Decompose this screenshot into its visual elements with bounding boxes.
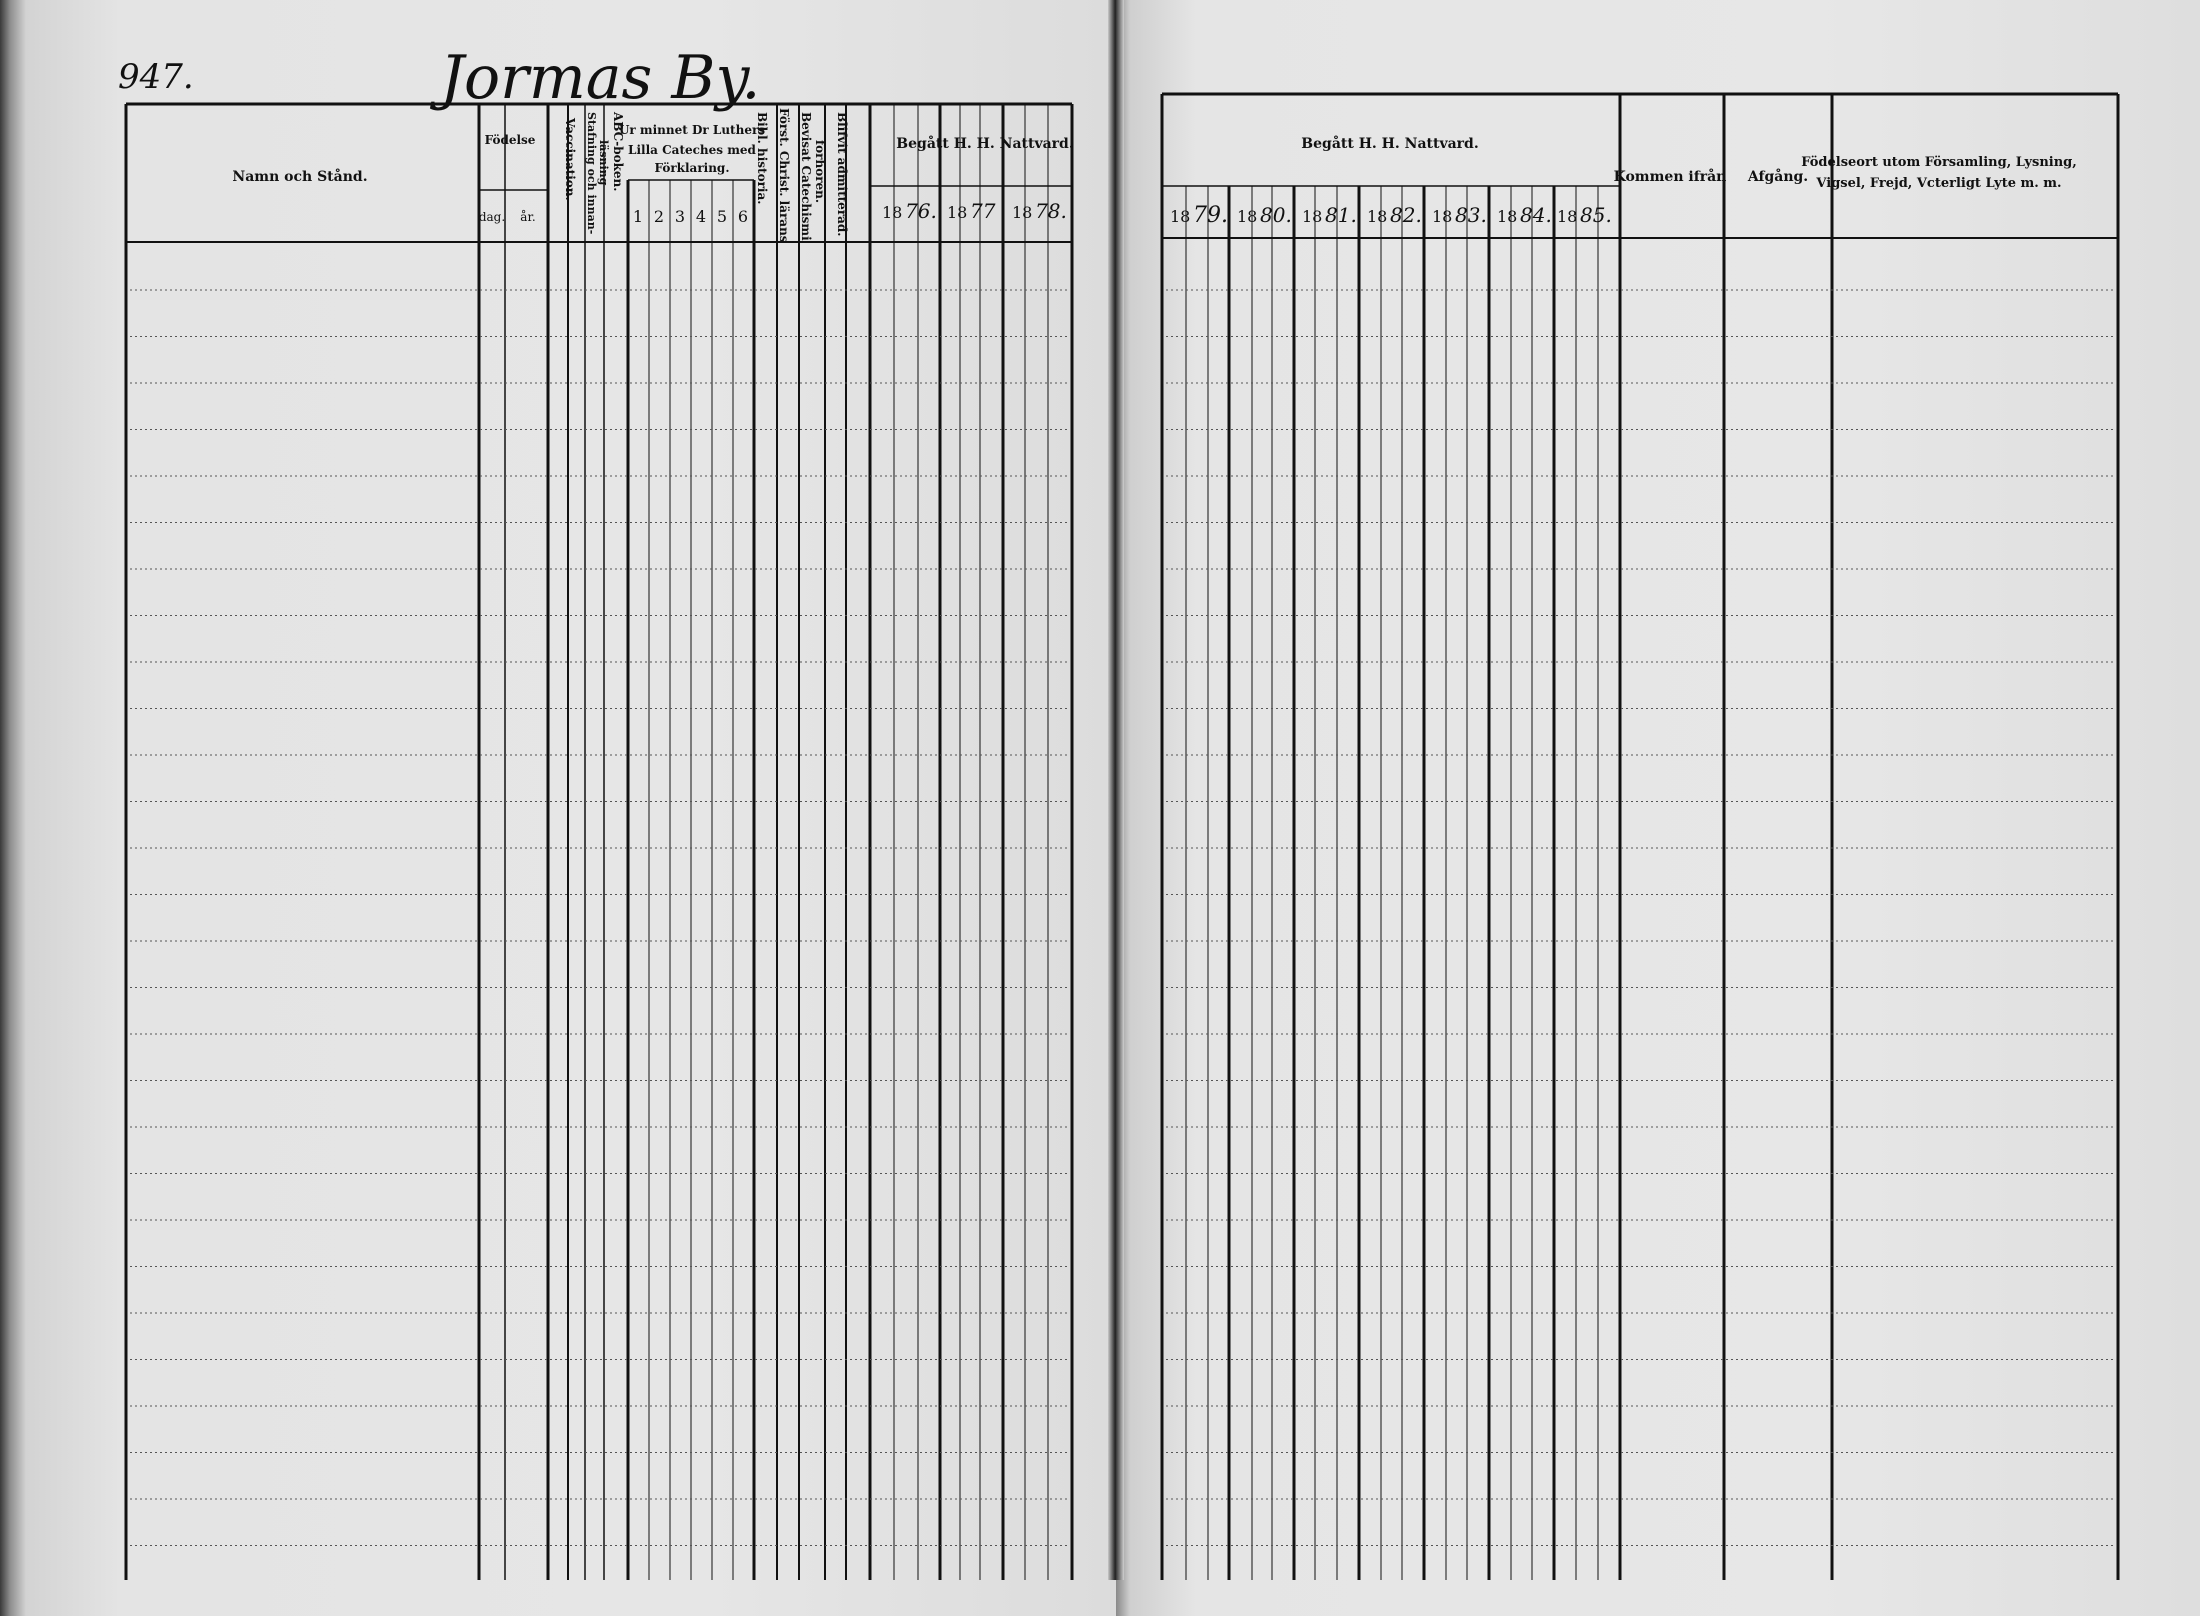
year-1885 bbox=[1557, 203, 1612, 227]
header-catechism-3: Förklaring. bbox=[654, 161, 730, 175]
year-1879 bbox=[1170, 203, 1228, 228]
year-1884 bbox=[1497, 203, 1552, 227]
header-proven-catechism-2: förhören. bbox=[813, 140, 827, 204]
header-reading-2: läsning bbox=[597, 140, 610, 186]
catechism-part-6: 6 bbox=[737, 207, 749, 226]
header-birth-day: dag. bbox=[478, 210, 506, 224]
place-name: Jormas By. bbox=[440, 43, 761, 113]
header-birth-year: år. bbox=[520, 210, 536, 224]
year-1880 bbox=[1237, 203, 1292, 227]
header-came-from: Kommen ifrån bbox=[1613, 169, 1727, 185]
svg-text:84.: 84. bbox=[1520, 203, 1552, 227]
header-departure: Afgång. bbox=[1747, 169, 1809, 185]
svg-text:80.: 80. bbox=[1260, 203, 1292, 227]
header-communion-left: Begått H. H. Nattvard. bbox=[896, 136, 1074, 152]
svg-text:18: 18 bbox=[1012, 203, 1033, 222]
svg-text:18: 18 bbox=[1557, 207, 1578, 226]
year-1881 bbox=[1302, 203, 1357, 227]
header-birth: Födelse bbox=[484, 133, 536, 147]
header-catechism-1: Ur minnet Dr Luthers bbox=[618, 123, 766, 137]
year-1878 bbox=[1012, 199, 1067, 223]
catechism-part-5: 5 bbox=[716, 207, 728, 226]
svg-text:18: 18 bbox=[1367, 207, 1388, 226]
header-abc-book: ABC-boken. bbox=[611, 112, 625, 192]
svg-text:82.: 82. bbox=[1390, 203, 1422, 227]
header-remarks-1: Födelseort utom Församling, Lysning, bbox=[1801, 155, 2077, 170]
svg-text:18: 18 bbox=[1432, 207, 1453, 226]
svg-text:81.: 81. bbox=[1325, 203, 1357, 227]
year-1882 bbox=[1367, 203, 1422, 227]
page-number: 947. bbox=[118, 57, 194, 97]
header-proven-catechism: Bevisat Catechismi bbox=[799, 112, 813, 241]
header-name-and-status: Namn och Stånd. bbox=[232, 169, 368, 185]
year-1877 bbox=[947, 199, 996, 223]
header-admitted: Blifvit admitterad. bbox=[835, 112, 849, 237]
header-bible-history: Bibl. historia. bbox=[755, 112, 769, 205]
catechism-part-2: 2 bbox=[653, 207, 665, 226]
catechism-part-1: 1 bbox=[632, 207, 644, 226]
year-1876 bbox=[882, 199, 937, 223]
header-vaccination: Vaccination. bbox=[563, 118, 577, 201]
svg-text:18: 18 bbox=[947, 203, 968, 222]
svg-text:18: 18 bbox=[882, 203, 903, 222]
svg-text:18: 18 bbox=[1302, 207, 1323, 226]
header-christian-knowledge: Först. Christ. lärans bbox=[777, 108, 791, 243]
header-remarks-2: Vigsel, Frejd, Vcterligt Lyte m. m. bbox=[1816, 176, 2062, 191]
svg-text:79.: 79. bbox=[1193, 203, 1228, 228]
header-communion-right: Begått H. H. Nattvard. bbox=[1301, 136, 1479, 152]
header-catechism-2: Lilla Cateches med bbox=[628, 143, 756, 157]
svg-text:78.: 78. bbox=[1035, 199, 1067, 223]
year-1883 bbox=[1432, 203, 1487, 227]
catechism-part-4: 4 bbox=[695, 207, 707, 226]
svg-text:18: 18 bbox=[1237, 207, 1258, 226]
header-reading: Stafning och innan- bbox=[585, 112, 598, 235]
catechism-part-3: 3 bbox=[674, 207, 686, 226]
svg-text:18: 18 bbox=[1170, 207, 1191, 226]
svg-text:77: 77 bbox=[970, 199, 996, 223]
svg-text:76.: 76. bbox=[905, 199, 937, 223]
svg-text:83.: 83. bbox=[1455, 203, 1487, 227]
svg-text:85.: 85. bbox=[1580, 203, 1612, 227]
svg-text:18: 18 bbox=[1497, 207, 1518, 226]
ledger-grid bbox=[126, 94, 2118, 1580]
